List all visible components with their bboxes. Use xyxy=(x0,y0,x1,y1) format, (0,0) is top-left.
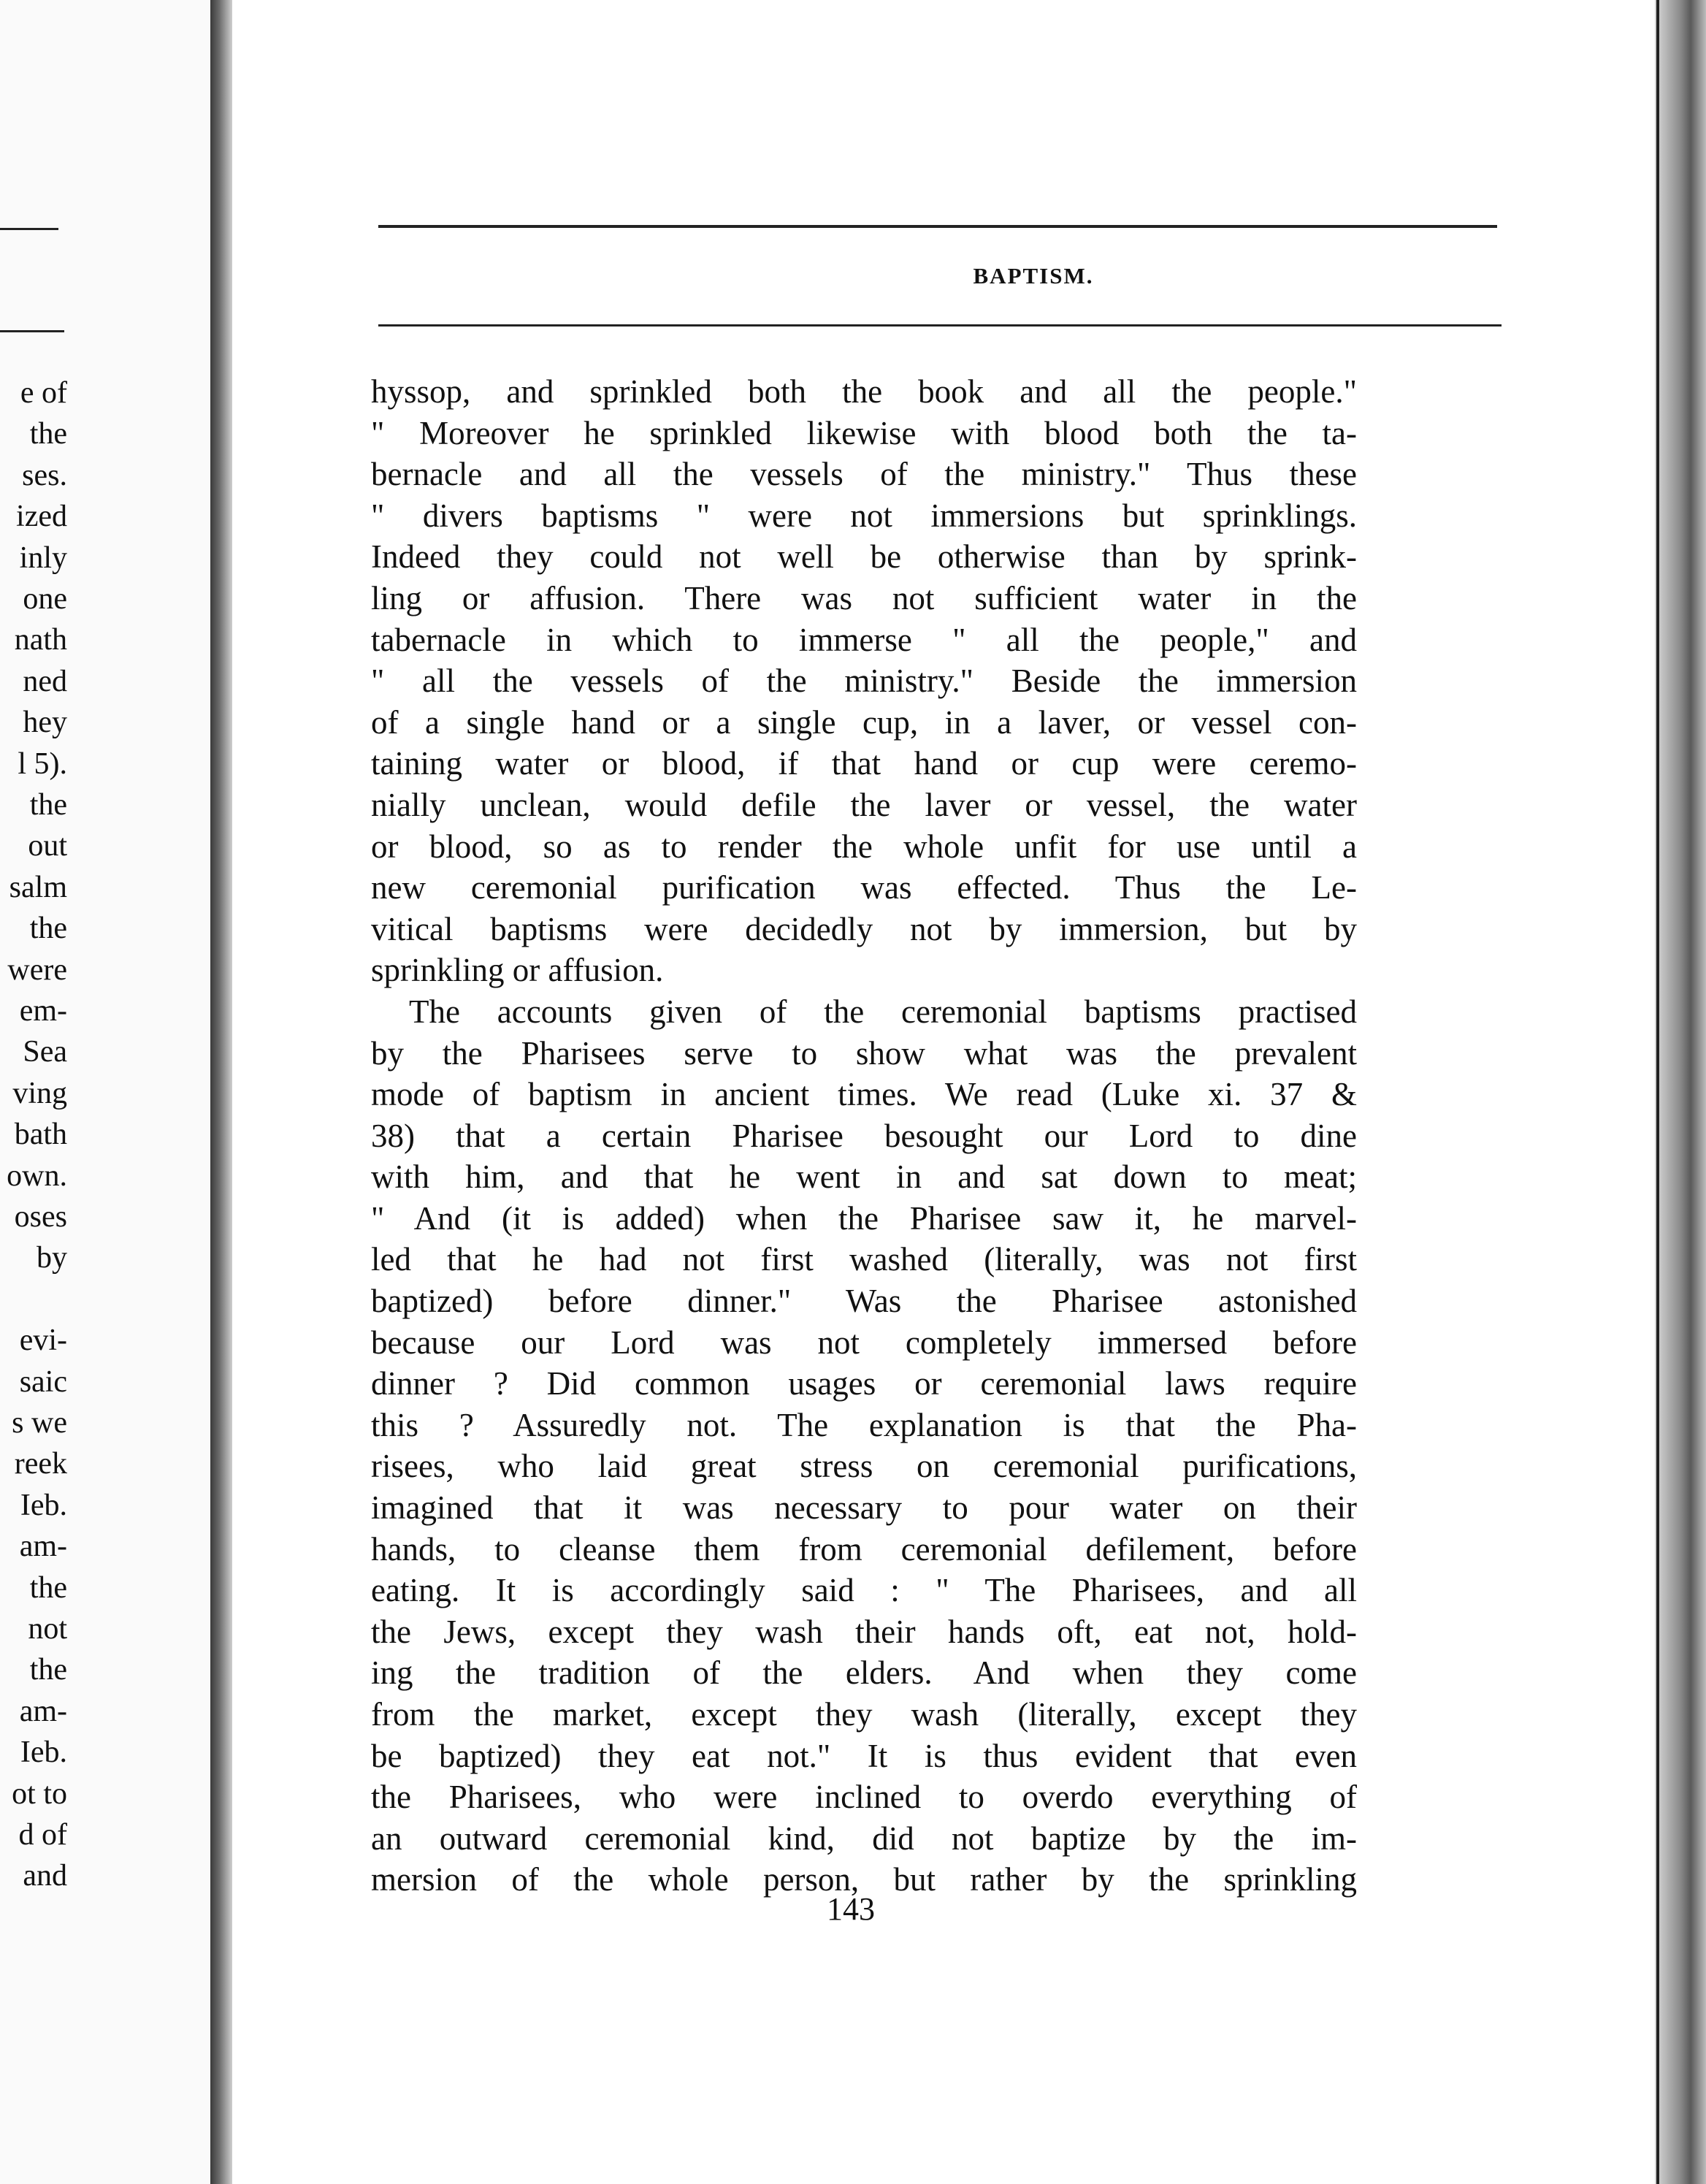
left-page-line: ized xyxy=(16,500,67,534)
body-text-line: ing the tradition of the elders. And when they come xyxy=(371,1654,1357,1692)
header-top-rule xyxy=(378,225,1497,228)
running-head: BAPTISM. xyxy=(973,263,1094,289)
left-page-line: ses. xyxy=(22,458,67,492)
body-text-line: dinner ? Did common usages or ceremonial laws require xyxy=(371,1365,1357,1402)
left-page-line: the xyxy=(29,912,67,946)
body-text-line: the Jews, except they wash their hands oft, eat not, hold- xyxy=(371,1613,1357,1650)
left-page-line: l 5). xyxy=(18,747,67,781)
left-page-line: one xyxy=(23,582,67,616)
left-page-line: saic xyxy=(19,1364,67,1399)
left-page-line: e of xyxy=(20,376,67,410)
left-page-line: the xyxy=(29,417,67,451)
left-page-line: were xyxy=(7,952,67,987)
left-page-line: ot to xyxy=(12,1776,67,1811)
left-page-line: Sea xyxy=(23,1035,67,1069)
left-page-line: ving xyxy=(12,1076,67,1110)
left-page-line: em- xyxy=(19,994,67,1028)
body-text-line: " Moreover he sprinkled likewise with blood both the ta- xyxy=(371,414,1357,451)
body-text-line: this ? Assuredly not. The explanation is that the Pha- xyxy=(371,1406,1357,1443)
body-text-line: because our Lord was not completely immersed before xyxy=(371,1324,1357,1361)
left-page-line: oses xyxy=(14,1200,67,1234)
left-page-line: am- xyxy=(19,1530,67,1564)
left-page-line: d of xyxy=(18,1818,67,1852)
body-text-line: " all the vessels of the ministry." Beside the immersion xyxy=(371,663,1357,700)
body-text-line: " divers baptisms " were not immersions but sprinklings. xyxy=(371,497,1357,534)
body-text-line: sprinkling or affusion. xyxy=(371,952,664,989)
left-page-line: the xyxy=(29,1570,67,1605)
body-text-line: risees, who laid great stress on ceremonial purifications, xyxy=(371,1448,1357,1485)
left-page-line: own. xyxy=(7,1158,67,1193)
body-text-line: led that he had not first washed (literally, was not first xyxy=(371,1241,1357,1278)
left-page-line: Ieb. xyxy=(20,1488,67,1522)
body-text-line: ling or affusion. There was not sufficient water in the xyxy=(371,579,1357,616)
body-text-line: tabernacle in which to immerse " all the people," and xyxy=(371,621,1357,658)
page-edge-stack xyxy=(1655,0,1706,2184)
left-page-line: the xyxy=(29,788,67,822)
body-text-line: with him, and that he went in and sat down to meat; xyxy=(371,1158,1357,1196)
body-text-line: mersion of the whole person, but rather by the sprinkling xyxy=(371,1861,1357,1898)
body-text-line: hyssop, and sprinkled both the book and all the people." xyxy=(371,373,1357,410)
body-text-line: bernacle and all the vessels of the ministry." Thus these xyxy=(371,456,1357,493)
left-page-line: evi- xyxy=(19,1324,67,1358)
body-text-line: 38) that a certain Pharisee besought our Lord to dine xyxy=(371,1117,1357,1154)
left-page-line: bath xyxy=(14,1118,67,1152)
page-number: 143 xyxy=(827,1891,875,1927)
left-page-line: am- xyxy=(19,1694,67,1728)
left-page-line: nath xyxy=(14,623,67,657)
left-page-line: inly xyxy=(19,541,67,575)
left-page-line: ned xyxy=(23,664,67,698)
left-page-line: by xyxy=(37,1241,67,1275)
body-text-line: baptized) before dinner." Was the Pharisee astonished xyxy=(371,1283,1357,1320)
body-text-line: an outward ceremonial kind, did not baptize by the im- xyxy=(371,1820,1357,1857)
body-text-line: mode of baptism in ancient times. We read (Luke xi. 37 & xyxy=(371,1076,1357,1113)
book-gutter xyxy=(210,0,232,2184)
body-text-line: from the market, except they wash (literally, except they xyxy=(371,1696,1357,1733)
body-text-line: by the Pharisees serve to show what was the prevalent xyxy=(371,1034,1357,1072)
body-text-line: Indeed they could not well be otherwise than by sprink- xyxy=(371,538,1357,576)
body-text-line: or blood, so as to render the whole unfit for use until a xyxy=(371,828,1357,865)
body-text-line: nially unclean, would defile the laver or vessel, the water xyxy=(371,786,1357,823)
left-page-line: out xyxy=(28,829,67,863)
body-text xyxy=(371,371,1357,1901)
left-page-line: reek xyxy=(14,1447,67,1481)
body-text-line: The accounts given of the ceremonial baptisms practised xyxy=(409,993,1357,1030)
left-page-line: not xyxy=(28,1612,67,1646)
body-text-line: the Pharisees, who were inclined to overdo everything of xyxy=(371,1779,1357,1816)
left-page-top-rule xyxy=(0,228,58,230)
body-text-line: hands, to cleanse them from ceremonial defilement, before xyxy=(371,1530,1357,1568)
left-page-header-rule xyxy=(0,330,64,332)
left-page-line: Ieb. xyxy=(20,1736,67,1770)
body-text-line: be baptized) they eat not." It is thus evident that even xyxy=(371,1737,1357,1774)
left-page-line: hey xyxy=(23,706,67,740)
body-text-line: of a single hand or a single cup, in a laver, or vessel con- xyxy=(371,703,1357,741)
left-page-line: the xyxy=(29,1653,67,1687)
body-text-line: new ceremonial purification was effected. Thus the Le- xyxy=(371,869,1357,906)
body-text-line: " And (it is added) when the Pharisee saw it, he marvel- xyxy=(371,1199,1357,1237)
body-text-line: taining water or blood, if that hand or cup were ceremo- xyxy=(371,745,1357,782)
header-bottom-rule xyxy=(378,324,1502,327)
body-text-line: imagined that it was necessary to pour water on their xyxy=(371,1489,1357,1527)
body-text-line: vitical baptisms were decidedly not by immersion, but by xyxy=(371,910,1357,947)
left-page-fragment xyxy=(0,0,212,2184)
left-page-line: salm xyxy=(9,870,67,904)
left-page-line: and xyxy=(23,1859,67,1893)
page-edge-line xyxy=(1656,0,1659,2184)
left-page-line: s we xyxy=(12,1406,67,1440)
body-text-line: eating. It is accordingly said : " The Pharisees, and all xyxy=(371,1572,1357,1609)
